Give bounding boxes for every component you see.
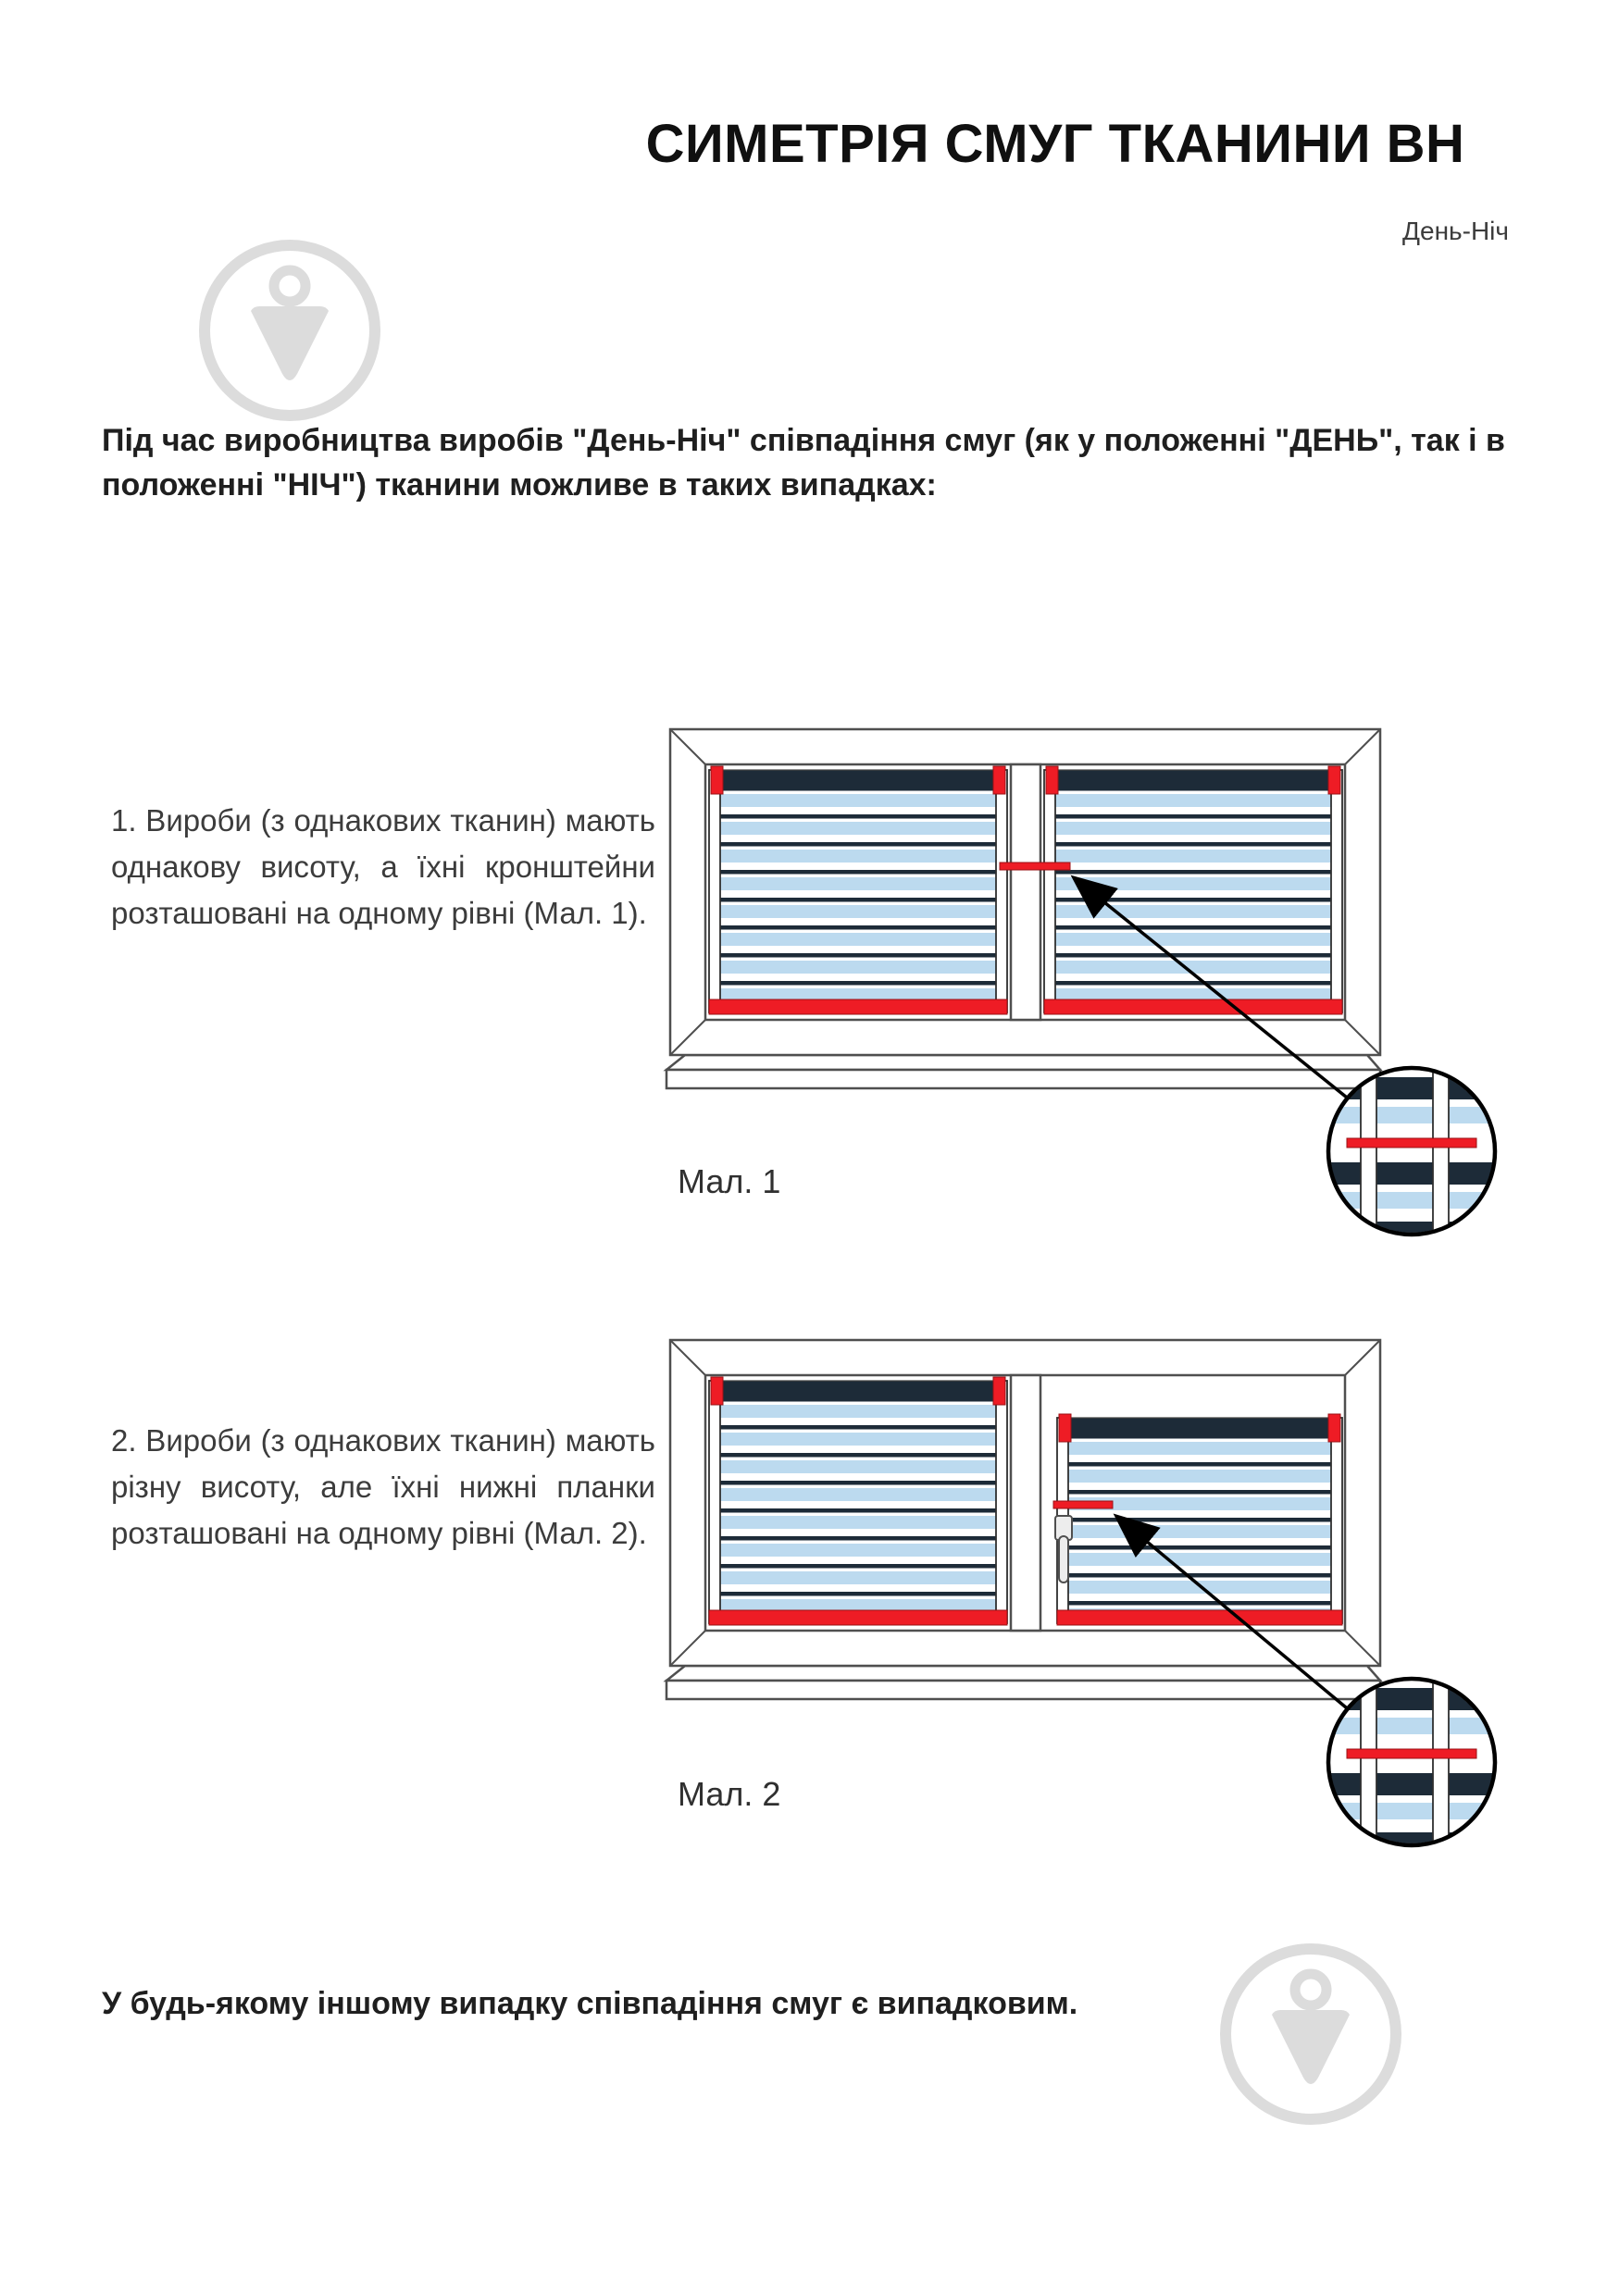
case-2-text: 2. Вироби (з однакових тканин) мають різну висоту, але їхні нижні планки розташовані на одному рівні (Мал. 2). [111,1423,655,1551]
stripe-alignment-line [1000,863,1070,870]
figure-1 [659,724,1520,1242]
window-sill [666,1666,1380,1699]
brand-watermark-icon [1214,1937,1408,2131]
figure-2 [659,1334,1520,1853]
bracket [1059,1414,1071,1442]
footer-statement: У будь-якому іншому випадку співпадіння смуг є випадковим. [102,1986,1078,2021]
page-title: СИМЕТРІЯ СМУГ ТКАНИНИ ВН [645,114,1465,174]
plumb-bob-logo-icon [1214,1937,1408,2131]
bracket [1328,766,1340,794]
left-blind [709,1377,1007,1625]
figure-1-illustration [659,724,1520,1242]
bottom-bar [1044,999,1342,1014]
intro-paragraph: Під час виробництва виробів "День-Ніч" співпадіння смуг (як у положенні "ДЕНЬ", так і в положенні "НІЧ") тканини можливе в таких випадках: [102,423,1505,503]
figure-1-caption: Мал. 1 [678,1162,781,1200]
plumb-bob-logo-icon [193,233,387,428]
bracket [711,1377,723,1405]
bracket [993,766,1005,794]
bracket [1328,1414,1340,1442]
figure-2-illustration [659,1334,1520,1853]
bottom-bar [709,1610,1007,1625]
bottom-bar [1057,1610,1342,1625]
bracket [1046,766,1058,794]
page-subtitle: День-Ніч [1402,217,1509,245]
figure-2-caption: Мал. 2 [678,1775,781,1813]
right-blind [1057,1414,1342,1625]
brand-watermark-icon [193,233,387,428]
case-1-text: 1. Вироби (з однакових тканин) мають однакову висоту, а їхні кронштейни розташовані на одному рівні (Мал. 1). [111,803,655,931]
window-sill [666,1055,1380,1088]
stripe-alignment-line [1053,1501,1113,1508]
bracket [711,766,723,794]
left-blind [709,766,1007,1014]
bottom-bar [709,999,1007,1014]
bracket [993,1377,1005,1405]
